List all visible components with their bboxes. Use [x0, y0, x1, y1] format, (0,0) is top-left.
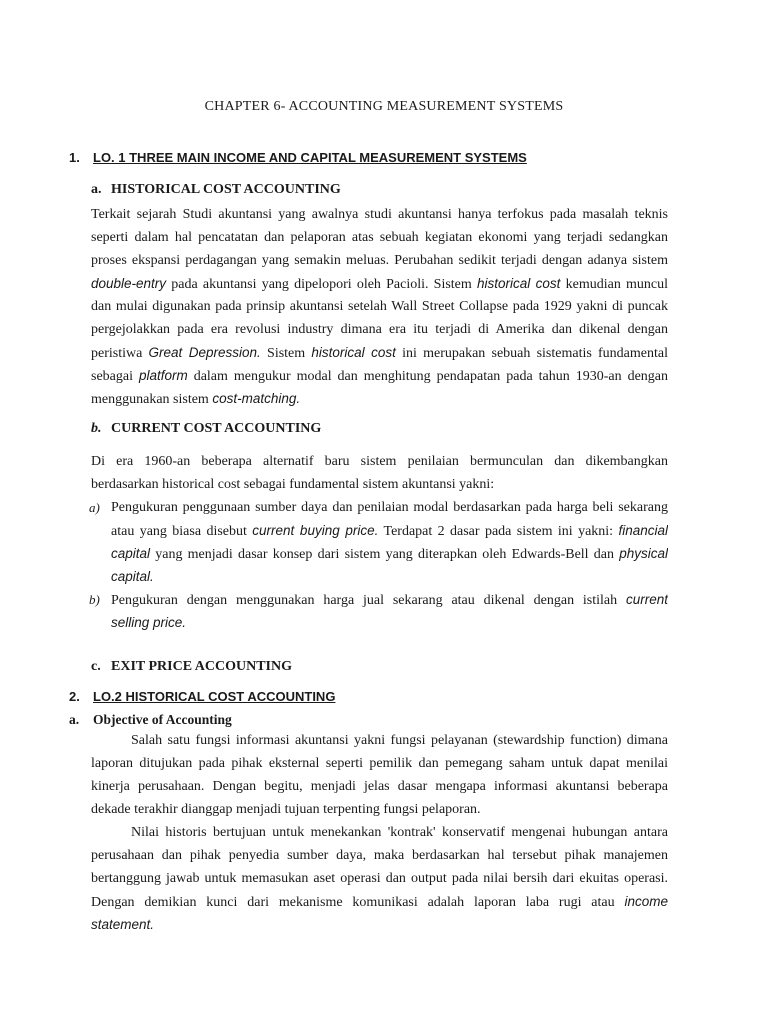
- text-line: [111, 565, 668, 588]
- italic-term: historical cost: [476, 276, 561, 291]
- text-line: [91, 318, 668, 341]
- text-run: pada akuntansi yang dipelopori oleh Pacioli. Sistem: [166, 277, 477, 292]
- objective-marker: a.: [69, 712, 80, 727]
- text-run: Terdapat 2 dasar pada sistem ini yakni:: [378, 524, 619, 539]
- italic-term: physical: [619, 546, 668, 561]
- sub-a-title: HISTORICAL COST ACCOUNTING: [111, 182, 341, 197]
- text-run: berdasarkan historical cost sebagai fundamental sistem akuntansi yakni:: [91, 477, 495, 492]
- sub-b-title: CURRENT COST ACCOUNTING: [111, 421, 322, 436]
- italic-term: financial: [618, 523, 668, 538]
- text-line: [91, 844, 668, 867]
- italic-term: income: [624, 894, 668, 909]
- italic-term: current buying price.: [252, 523, 379, 538]
- objective-paragraph-2: [91, 821, 668, 936]
- text-line: [91, 729, 668, 752]
- chapter-title: CHAPTER 6- ACCOUNTING MEASUREMENT SYSTEMS: [204, 99, 564, 114]
- list-item-b-marker: b): [89, 592, 100, 607]
- text-run: atau yang biasa disebut: [111, 524, 253, 539]
- text-run: perusahaan dan pihak penyedia sumber daya, maka berdasarkan hal tersebut pihak manajemen: [91, 848, 668, 863]
- italic-term: Great Depression.: [148, 345, 261, 360]
- section-2-number: 2.: [69, 689, 80, 704]
- text-line: [91, 226, 668, 249]
- sub-a-marker: a.: [91, 182, 102, 197]
- text-run: Sistem: [260, 346, 312, 361]
- text-run: seperti dalam hal pencatatan dan pelaporan atas sebuah kegiatan ekonomi yang terjadi sedangkan: [91, 230, 668, 245]
- text-run: sebagai: [91, 369, 139, 384]
- section-1-heading: [69, 150, 527, 165]
- text-line: [91, 890, 668, 913]
- text-run: bertanggung jawab untuk memasukan aset operasi dan output pada nilai bersih dari ekuitas operasi.: [91, 871, 668, 886]
- text-line: [91, 798, 668, 821]
- text-run: laporan ditujukan pada pihak eksternal seperti pemilik dan pemegang saham untuk dapat menilai: [91, 756, 668, 771]
- italic-term: double-entry: [91, 276, 167, 291]
- text-line: [111, 611, 668, 634]
- italic-term: statement.: [91, 917, 155, 932]
- text-run: Pengukuran penggunaan sumber daya dan penilaian modal berdasarkan pada harga beli sekarang: [111, 500, 668, 515]
- section-2-heading: [69, 689, 336, 704]
- text-line: [91, 249, 668, 272]
- historical-cost-paragraph: [91, 203, 668, 410]
- text-line: [91, 473, 668, 496]
- text-line: [91, 295, 668, 318]
- sub-b-marker: b.: [91, 421, 102, 436]
- text-run: Di era 1960-an beberapa alternatif baru sistem penilaian bermunculan dan dikembangkan: [91, 454, 668, 469]
- text-run: Nilai historis bertujuan untuk menekankan 'kontrak' konservatif mengenai hubungan antara: [131, 825, 668, 840]
- text-run: yang menjadi dasar konsep dari sistem yang diterapkan oleh Edwards-Bell dan: [150, 547, 620, 562]
- text-run: dan mulai digunakan pada prinsip akuntansi setelah Wall Street Collapse pada 1929 yakni di puncak: [91, 299, 668, 314]
- text-run: Dengan demikian kunci dari mekanisme komunikasi adalah laporan laba rugi atau: [91, 895, 625, 910]
- italic-term: selling price.: [111, 615, 187, 630]
- text-line: [91, 272, 668, 295]
- text-run: ini merupakan sebuah sistematis fundamental: [395, 346, 668, 361]
- text-line: [91, 341, 668, 364]
- list-item-a-text: [111, 496, 668, 588]
- text-line: [91, 364, 668, 387]
- list-item-a-marker: a): [89, 500, 100, 515]
- text-run: proses ekspansi perdagangan yang semakin meluas. Perubahan sedikit terjadi dengan adanya sistem: [91, 253, 668, 268]
- text-run: peristiwa: [91, 346, 149, 361]
- text-run: kinerja perusahaan. Dengan begitu, menjadi jelas dasar mengapa informasi akuntansi beberapa: [91, 779, 668, 794]
- text-run: pergejolakkan pada era revolusi industry dimana era itu terjadi di Amerika dan dikenal dengan: [91, 322, 668, 337]
- text-run: Pengukuran dengan menggunakan harga jual sekarang atau dikenal dengan istilah: [111, 593, 626, 608]
- text-line: [91, 821, 668, 844]
- list-item-b-text: [111, 588, 668, 634]
- text-run: Terkait sejarah Studi akuntansi yang awalnya studi akuntansi hanya terfokus pada masalah teknis: [91, 207, 668, 222]
- text-line: [111, 496, 668, 519]
- section-1-number: 1.: [69, 150, 80, 165]
- sub-b-heading: [91, 421, 321, 437]
- italic-term: platform: [138, 368, 188, 383]
- text-line: [111, 542, 668, 565]
- italic-term: current: [625, 592, 668, 607]
- section-1-title: LO. 1 THREE MAIN INCOME AND CAPITAL MEASUREMENT SYSTEMS: [93, 150, 527, 165]
- sub-c-title: EXIT PRICE ACCOUNTING: [111, 659, 292, 674]
- text-line: [91, 752, 668, 775]
- sub-a-heading: [91, 182, 341, 198]
- objective-title: Objective of Accounting: [93, 712, 232, 727]
- objective-heading: [69, 712, 232, 728]
- italic-term: capital.: [111, 569, 154, 584]
- text-run: menggunakan sistem: [91, 392, 213, 407]
- text-run: dekade terakhir dianggap menjadi tujuan terpenting fungsi pelaporan.: [91, 802, 481, 817]
- current-cost-intro: [91, 450, 668, 496]
- italic-term: capital: [111, 546, 151, 561]
- sub-c-heading: [91, 659, 292, 675]
- text-line: [91, 387, 668, 410]
- text-line: [91, 913, 668, 936]
- text-line: [91, 867, 668, 890]
- italic-term: historical cost: [311, 345, 396, 360]
- text-run: Salah satu fungsi informasi akuntansi yakni fungsi pelayanan (stewardship function) dimana: [131, 733, 668, 748]
- text-line: [91, 450, 668, 473]
- text-run: dalam mengukur modal dan menghitung pendapatan pada tahun 1930-an dengan: [187, 369, 668, 384]
- section-2-title: LO.2 HISTORICAL COST ACCOUNTING: [93, 689, 336, 704]
- text-line: [91, 203, 668, 226]
- italic-term: cost-matching.: [212, 391, 301, 406]
- text-line: [111, 588, 668, 611]
- objective-paragraph-1: [91, 729, 668, 821]
- text-run: kemudian muncul: [560, 277, 668, 292]
- text-line: [111, 519, 668, 542]
- text-line: [91, 775, 668, 798]
- sub-c-marker: c.: [91, 659, 101, 674]
